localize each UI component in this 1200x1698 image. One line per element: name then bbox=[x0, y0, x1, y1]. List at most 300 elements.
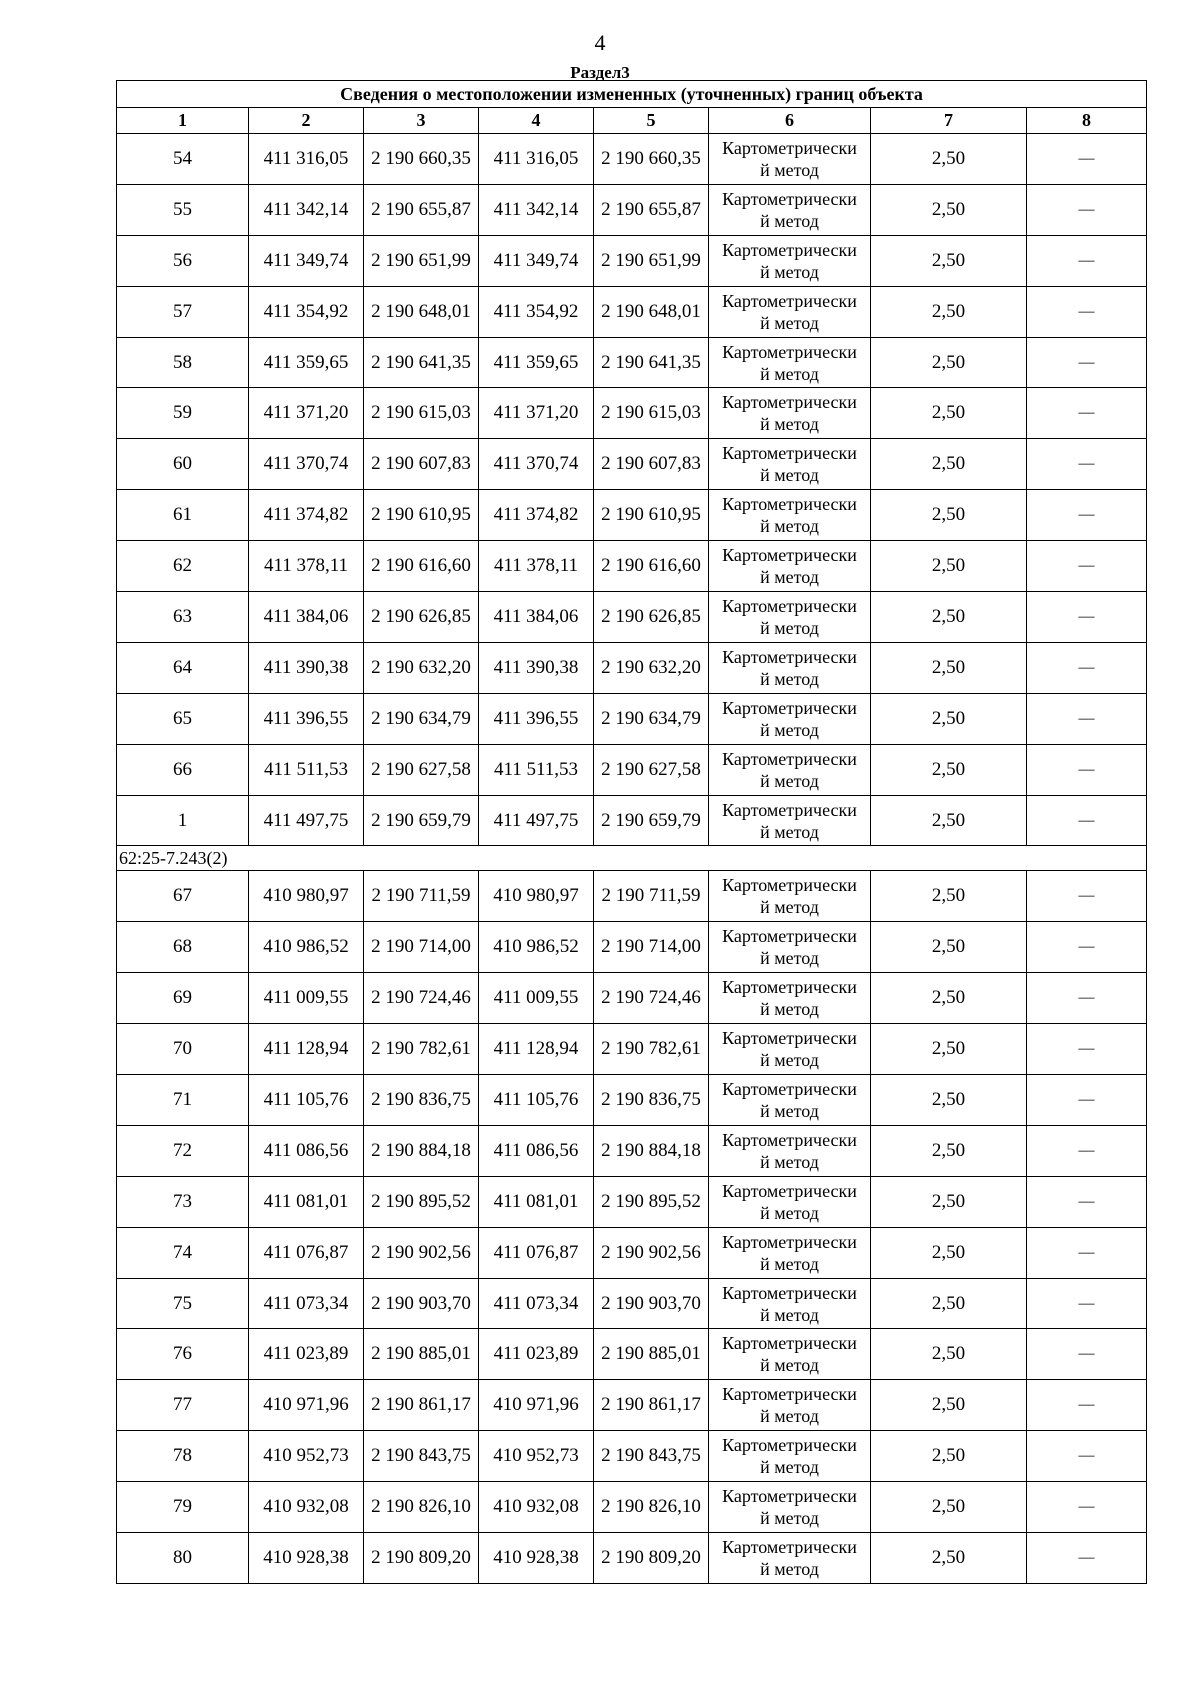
method-line-2: й метод bbox=[760, 719, 819, 740]
method-line-1: Картометрически bbox=[722, 137, 857, 158]
x-new-cell: 411 378,11 bbox=[479, 541, 594, 592]
method-line-2: й метод bbox=[760, 999, 819, 1020]
column-number-2: 2 bbox=[249, 108, 364, 134]
column-number-1: 1 bbox=[117, 108, 249, 134]
y-new-cell: 2 190 836,75 bbox=[594, 1075, 709, 1126]
table-row bbox=[117, 1075, 1147, 1126]
y-existing-cell: 2 190 634,79 bbox=[364, 693, 479, 744]
column-number-8: 8 bbox=[1027, 108, 1147, 134]
method-line-1: Картометрически bbox=[722, 595, 857, 616]
accuracy-cell: 2,50 bbox=[871, 134, 1027, 185]
method-cell bbox=[709, 871, 871, 922]
description-cell: — bbox=[1027, 1533, 1147, 1584]
x-existing-cell: 411 497,75 bbox=[249, 795, 364, 846]
x-existing-cell: 410 980,97 bbox=[249, 871, 364, 922]
x-existing-cell: 411 370,74 bbox=[249, 439, 364, 490]
method-line-1: Картометрически bbox=[722, 1078, 857, 1099]
y-existing-cell: 2 190 627,58 bbox=[364, 744, 479, 795]
y-new-cell: 2 190 651,99 bbox=[594, 235, 709, 286]
method-line-1: Картометрически bbox=[722, 1486, 857, 1507]
table-row bbox=[117, 541, 1147, 592]
method-line-1: Картометрически bbox=[722, 341, 857, 362]
method-line-1: Картометрически bbox=[722, 1028, 857, 1049]
table-row bbox=[117, 871, 1147, 922]
method-line-1: Картометрически bbox=[722, 392, 857, 413]
y-new-cell: 2 190 634,79 bbox=[594, 693, 709, 744]
table-row bbox=[117, 1278, 1147, 1329]
method-line-2: й метод bbox=[760, 159, 819, 180]
method-line-2: й метод bbox=[760, 770, 819, 791]
x-new-cell: 411 342,14 bbox=[479, 184, 594, 235]
method-line-1: Картометрически bbox=[722, 1435, 857, 1456]
method-line-2: й метод bbox=[760, 414, 819, 435]
method-cell bbox=[709, 1227, 871, 1278]
point-number-cell: 71 bbox=[117, 1075, 249, 1126]
x-new-cell: 410 980,97 bbox=[479, 871, 594, 922]
method-line-2: й метод bbox=[760, 1406, 819, 1427]
x-new-cell: 411 396,55 bbox=[479, 693, 594, 744]
method-line-1: Картометрически bbox=[722, 799, 857, 820]
column-number-4: 4 bbox=[479, 108, 594, 134]
description-cell: — bbox=[1027, 439, 1147, 490]
method-line-2: й метод bbox=[760, 821, 819, 842]
x-existing-cell: 411 371,20 bbox=[249, 388, 364, 439]
x-existing-cell: 410 986,52 bbox=[249, 922, 364, 973]
description-cell: — bbox=[1027, 642, 1147, 693]
method-cell bbox=[709, 1431, 871, 1482]
table-row bbox=[117, 1380, 1147, 1431]
description-cell: — bbox=[1027, 1227, 1147, 1278]
method-line-2: й метод bbox=[760, 567, 819, 588]
method-line-2: й метод bbox=[760, 516, 819, 537]
point-number-cell: 63 bbox=[117, 592, 249, 643]
table-row bbox=[117, 744, 1147, 795]
point-number-cell: 56 bbox=[117, 235, 249, 286]
table-row bbox=[117, 1533, 1147, 1584]
x-existing-cell: 411 316,05 bbox=[249, 134, 364, 185]
y-existing-cell: 2 190 724,46 bbox=[364, 973, 479, 1024]
method-line-2: й метод bbox=[760, 1558, 819, 1579]
method-line-1: Картометрически bbox=[722, 1384, 857, 1405]
y-new-cell: 2 190 885,01 bbox=[594, 1329, 709, 1380]
y-new-cell: 2 190 809,20 bbox=[594, 1533, 709, 1584]
accuracy-cell: 2,50 bbox=[871, 1176, 1027, 1227]
y-existing-cell: 2 190 651,99 bbox=[364, 235, 479, 286]
point-number-cell: 67 bbox=[117, 871, 249, 922]
accuracy-cell: 2,50 bbox=[871, 744, 1027, 795]
y-new-cell: 2 190 655,87 bbox=[594, 184, 709, 235]
accuracy-cell: 2,50 bbox=[871, 1533, 1027, 1584]
method-line-2: й метод bbox=[760, 312, 819, 333]
description-cell: — bbox=[1027, 1278, 1147, 1329]
y-new-cell: 2 190 626,85 bbox=[594, 592, 709, 643]
accuracy-cell: 2,50 bbox=[871, 286, 1027, 337]
x-new-cell: 411 511,53 bbox=[479, 744, 594, 795]
point-number-cell: 70 bbox=[117, 1024, 249, 1075]
table-row bbox=[117, 973, 1147, 1024]
method-cell bbox=[709, 439, 871, 490]
method-line-1: Картометрически bbox=[722, 1129, 857, 1150]
x-existing-cell: 410 952,73 bbox=[249, 1431, 364, 1482]
x-new-cell: 411 086,56 bbox=[479, 1125, 594, 1176]
method-line-2: й метод bbox=[760, 1304, 819, 1325]
x-existing-cell: 410 928,38 bbox=[249, 1533, 364, 1584]
group-label-row bbox=[117, 846, 1147, 871]
accuracy-cell: 2,50 bbox=[871, 337, 1027, 388]
point-number-cell: 68 bbox=[117, 922, 249, 973]
description-cell: — bbox=[1027, 1024, 1147, 1075]
point-number-cell: 79 bbox=[117, 1482, 249, 1533]
point-number-cell: 61 bbox=[117, 490, 249, 541]
column-number-row bbox=[117, 108, 1147, 134]
y-new-cell: 2 190 861,17 bbox=[594, 1380, 709, 1431]
accuracy-cell: 2,50 bbox=[871, 235, 1027, 286]
x-new-cell: 411 349,74 bbox=[479, 235, 594, 286]
description-cell: — bbox=[1027, 490, 1147, 541]
x-new-cell: 411 354,92 bbox=[479, 286, 594, 337]
y-existing-cell: 2 190 885,01 bbox=[364, 1329, 479, 1380]
y-new-cell: 2 190 782,61 bbox=[594, 1024, 709, 1075]
y-existing-cell: 2 190 711,59 bbox=[364, 871, 479, 922]
method-cell bbox=[709, 1176, 871, 1227]
method-cell bbox=[709, 795, 871, 846]
point-number-cell: 65 bbox=[117, 693, 249, 744]
method-cell bbox=[709, 388, 871, 439]
description-cell: — bbox=[1027, 1075, 1147, 1126]
accuracy-cell: 2,50 bbox=[871, 922, 1027, 973]
x-new-cell: 411 359,65 bbox=[479, 337, 594, 388]
y-new-cell: 2 190 615,03 bbox=[594, 388, 709, 439]
method-line-1: Картометрически bbox=[722, 1333, 857, 1354]
point-number-cell: 80 bbox=[117, 1533, 249, 1584]
point-number-cell: 62 bbox=[117, 541, 249, 592]
table-row bbox=[117, 337, 1147, 388]
method-line-1: Картометрически bbox=[722, 188, 857, 209]
x-new-cell: 410 952,73 bbox=[479, 1431, 594, 1482]
point-number-cell: 73 bbox=[117, 1176, 249, 1227]
description-cell: — bbox=[1027, 235, 1147, 286]
x-existing-cell: 411 023,89 bbox=[249, 1329, 364, 1380]
y-new-cell: 2 190 632,20 bbox=[594, 642, 709, 693]
point-number-cell: 1 bbox=[117, 795, 249, 846]
table-row bbox=[117, 1024, 1147, 1075]
x-new-cell: 411 371,20 bbox=[479, 388, 594, 439]
description-cell: — bbox=[1027, 134, 1147, 185]
y-new-cell: 2 190 616,60 bbox=[594, 541, 709, 592]
x-existing-cell: 411 374,82 bbox=[249, 490, 364, 541]
method-line-2: й метод bbox=[760, 1100, 819, 1121]
x-existing-cell: 411 511,53 bbox=[249, 744, 364, 795]
method-cell bbox=[709, 1380, 871, 1431]
table-row bbox=[117, 693, 1147, 744]
y-existing-cell: 2 190 843,75 bbox=[364, 1431, 479, 1482]
x-existing-cell: 411 396,55 bbox=[249, 693, 364, 744]
method-cell bbox=[709, 1125, 871, 1176]
accuracy-cell: 2,50 bbox=[871, 871, 1027, 922]
y-new-cell: 2 190 607,83 bbox=[594, 439, 709, 490]
table-row bbox=[117, 922, 1147, 973]
method-line-1: Картометрически bbox=[722, 239, 857, 260]
table-row bbox=[117, 795, 1147, 846]
method-cell bbox=[709, 592, 871, 643]
accuracy-cell: 2,50 bbox=[871, 388, 1027, 439]
method-cell bbox=[709, 922, 871, 973]
x-new-cell: 410 932,08 bbox=[479, 1482, 594, 1533]
table-row bbox=[117, 1125, 1147, 1176]
table-row bbox=[117, 1176, 1147, 1227]
x-existing-cell: 411 076,87 bbox=[249, 1227, 364, 1278]
accuracy-cell: 2,50 bbox=[871, 184, 1027, 235]
x-existing-cell: 411 105,76 bbox=[249, 1075, 364, 1126]
x-new-cell: 411 081,01 bbox=[479, 1176, 594, 1227]
y-new-cell: 2 190 895,52 bbox=[594, 1176, 709, 1227]
point-number-cell: 78 bbox=[117, 1431, 249, 1482]
y-existing-cell: 2 190 610,95 bbox=[364, 490, 479, 541]
accuracy-cell: 2,50 bbox=[871, 1125, 1027, 1176]
accuracy-cell: 2,50 bbox=[871, 1482, 1027, 1533]
x-existing-cell: 411 354,92 bbox=[249, 286, 364, 337]
y-existing-cell: 2 190 902,56 bbox=[364, 1227, 479, 1278]
table-row bbox=[117, 1431, 1147, 1482]
y-existing-cell: 2 190 615,03 bbox=[364, 388, 479, 439]
method-line-2: й метод bbox=[760, 897, 819, 918]
y-new-cell: 2 190 659,79 bbox=[594, 795, 709, 846]
y-existing-cell: 2 190 809,20 bbox=[364, 1533, 479, 1584]
group-label: 62:25-7.243(2) bbox=[117, 846, 1147, 871]
table-row bbox=[117, 286, 1147, 337]
description-cell: — bbox=[1027, 541, 1147, 592]
method-line-1: Картометрически bbox=[722, 748, 857, 769]
y-existing-cell: 2 190 782,61 bbox=[364, 1024, 479, 1075]
x-new-cell: 411 390,38 bbox=[479, 642, 594, 693]
description-cell: — bbox=[1027, 337, 1147, 388]
x-existing-cell: 411 349,74 bbox=[249, 235, 364, 286]
y-new-cell: 2 190 610,95 bbox=[594, 490, 709, 541]
method-line-2: й метод bbox=[760, 1253, 819, 1274]
y-new-cell: 2 190 714,00 bbox=[594, 922, 709, 973]
y-existing-cell: 2 190 641,35 bbox=[364, 337, 479, 388]
method-cell bbox=[709, 744, 871, 795]
method-line-2: й метод bbox=[760, 1355, 819, 1376]
table-row bbox=[117, 235, 1147, 286]
method-line-1: Картометрически bbox=[722, 290, 857, 311]
method-cell bbox=[709, 337, 871, 388]
y-existing-cell: 2 190 884,18 bbox=[364, 1125, 479, 1176]
column-number-6: 6 bbox=[709, 108, 871, 134]
method-line-2: й метод bbox=[760, 668, 819, 689]
y-new-cell: 2 190 826,10 bbox=[594, 1482, 709, 1533]
table-row bbox=[117, 439, 1147, 490]
x-existing-cell: 411 390,38 bbox=[249, 642, 364, 693]
description-cell: — bbox=[1027, 871, 1147, 922]
method-line-2: й метод bbox=[760, 210, 819, 231]
method-line-2: й метод bbox=[760, 1508, 819, 1529]
method-cell bbox=[709, 1278, 871, 1329]
point-number-cell: 59 bbox=[117, 388, 249, 439]
method-cell bbox=[709, 1329, 871, 1380]
accuracy-cell: 2,50 bbox=[871, 592, 1027, 643]
x-new-cell: 411 374,82 bbox=[479, 490, 594, 541]
point-number-cell: 54 bbox=[117, 134, 249, 185]
method-cell bbox=[709, 134, 871, 185]
description-cell: — bbox=[1027, 184, 1147, 235]
table-row bbox=[117, 1227, 1147, 1278]
accuracy-cell: 2,50 bbox=[871, 693, 1027, 744]
method-cell bbox=[709, 1533, 871, 1584]
x-existing-cell: 411 359,65 bbox=[249, 337, 364, 388]
method-cell bbox=[709, 286, 871, 337]
x-new-cell: 411 076,87 bbox=[479, 1227, 594, 1278]
accuracy-cell: 2,50 bbox=[871, 439, 1027, 490]
x-new-cell: 411 384,06 bbox=[479, 592, 594, 643]
x-existing-cell: 411 128,94 bbox=[249, 1024, 364, 1075]
accuracy-cell: 2,50 bbox=[871, 973, 1027, 1024]
x-new-cell: 411 009,55 bbox=[479, 973, 594, 1024]
method-line-2: й метод bbox=[760, 1050, 819, 1071]
point-number-cell: 58 bbox=[117, 337, 249, 388]
method-line-2: й метод bbox=[760, 1151, 819, 1172]
method-line-2: й метод bbox=[760, 1202, 819, 1223]
table-row bbox=[117, 592, 1147, 643]
description-cell: — bbox=[1027, 1482, 1147, 1533]
x-new-cell: 410 928,38 bbox=[479, 1533, 594, 1584]
table-row bbox=[117, 642, 1147, 693]
method-line-1: Картометрически bbox=[722, 875, 857, 896]
description-cell: — bbox=[1027, 1176, 1147, 1227]
y-existing-cell: 2 190 861,17 bbox=[364, 1380, 479, 1431]
description-cell: — bbox=[1027, 286, 1147, 337]
y-new-cell: 2 190 724,46 bbox=[594, 973, 709, 1024]
method-line-2: й метод bbox=[760, 261, 819, 282]
table-row bbox=[117, 134, 1147, 185]
y-existing-cell: 2 190 648,01 bbox=[364, 286, 479, 337]
point-number-cell: 64 bbox=[117, 642, 249, 693]
method-line-1: Картометрически bbox=[722, 977, 857, 998]
y-new-cell: 2 190 648,01 bbox=[594, 286, 709, 337]
y-existing-cell: 2 190 659,79 bbox=[364, 795, 479, 846]
y-existing-cell: 2 190 895,52 bbox=[364, 1176, 479, 1227]
point-number-cell: 55 bbox=[117, 184, 249, 235]
point-number-cell: 72 bbox=[117, 1125, 249, 1176]
point-number-cell: 60 bbox=[117, 439, 249, 490]
y-existing-cell: 2 190 903,70 bbox=[364, 1278, 479, 1329]
x-new-cell: 411 316,05 bbox=[479, 134, 594, 185]
method-line-2: й метод bbox=[760, 948, 819, 969]
y-existing-cell: 2 190 836,75 bbox=[364, 1075, 479, 1126]
method-cell bbox=[709, 642, 871, 693]
point-number-cell: 66 bbox=[117, 744, 249, 795]
method-line-1: Картометрически bbox=[722, 545, 857, 566]
x-new-cell: 411 370,74 bbox=[479, 439, 594, 490]
y-new-cell: 2 190 711,59 bbox=[594, 871, 709, 922]
method-line-1: Картометрически bbox=[722, 646, 857, 667]
description-cell: — bbox=[1027, 1125, 1147, 1176]
y-existing-cell: 2 190 632,20 bbox=[364, 642, 479, 693]
description-cell: — bbox=[1027, 795, 1147, 846]
y-existing-cell: 2 190 826,10 bbox=[364, 1482, 479, 1533]
y-existing-cell: 2 190 607,83 bbox=[364, 439, 479, 490]
accuracy-cell: 2,50 bbox=[871, 1380, 1027, 1431]
x-new-cell: 411 073,34 bbox=[479, 1278, 594, 1329]
method-cell bbox=[709, 693, 871, 744]
point-number-cell: 57 bbox=[117, 286, 249, 337]
column-number-3: 3 bbox=[364, 108, 479, 134]
x-new-cell: 410 986,52 bbox=[479, 922, 594, 973]
y-new-cell: 2 190 627,58 bbox=[594, 744, 709, 795]
method-line-1: Картометрически bbox=[722, 443, 857, 464]
table-row bbox=[117, 1329, 1147, 1380]
method-line-1: Картометрически bbox=[722, 1180, 857, 1201]
x-existing-cell: 411 384,06 bbox=[249, 592, 364, 643]
description-cell: — bbox=[1027, 922, 1147, 973]
x-existing-cell: 410 971,96 bbox=[249, 1380, 364, 1431]
method-line-1: Картометрически bbox=[722, 1282, 857, 1303]
y-existing-cell: 2 190 626,85 bbox=[364, 592, 479, 643]
y-new-cell: 2 190 660,35 bbox=[594, 134, 709, 185]
accuracy-cell: 2,50 bbox=[871, 1024, 1027, 1075]
method-line-2: й метод bbox=[760, 465, 819, 486]
method-line-2: й метод bbox=[760, 363, 819, 384]
description-cell: — bbox=[1027, 1329, 1147, 1380]
method-cell bbox=[709, 1024, 871, 1075]
method-line-2: й метод bbox=[760, 617, 819, 638]
coordinates-table bbox=[116, 80, 1147, 1584]
point-number-cell: 75 bbox=[117, 1278, 249, 1329]
x-existing-cell: 411 081,01 bbox=[249, 1176, 364, 1227]
method-cell bbox=[709, 490, 871, 541]
accuracy-cell: 2,50 bbox=[871, 1278, 1027, 1329]
accuracy-cell: 2,50 bbox=[871, 490, 1027, 541]
method-cell bbox=[709, 235, 871, 286]
table-row bbox=[117, 184, 1147, 235]
table-row bbox=[117, 490, 1147, 541]
x-new-cell: 411 023,89 bbox=[479, 1329, 594, 1380]
section-title: Раздел3 bbox=[570, 63, 630, 82]
table-caption: Сведения о местоположении измененных (уточненных) границ объекта bbox=[117, 81, 1147, 108]
x-new-cell: 410 971,96 bbox=[479, 1380, 594, 1431]
x-new-cell: 411 128,94 bbox=[479, 1024, 594, 1075]
description-cell: — bbox=[1027, 693, 1147, 744]
x-existing-cell: 411 086,56 bbox=[249, 1125, 364, 1176]
method-cell bbox=[709, 1075, 871, 1126]
x-existing-cell: 411 378,11 bbox=[249, 541, 364, 592]
x-existing-cell: 411 009,55 bbox=[249, 973, 364, 1024]
y-existing-cell: 2 190 714,00 bbox=[364, 922, 479, 973]
accuracy-cell: 2,50 bbox=[871, 642, 1027, 693]
description-cell: — bbox=[1027, 1431, 1147, 1482]
method-cell bbox=[709, 973, 871, 1024]
method-line-1: Картометрически bbox=[722, 1231, 857, 1252]
table-body bbox=[117, 134, 1147, 1584]
y-existing-cell: 2 190 616,60 bbox=[364, 541, 479, 592]
method-cell bbox=[709, 184, 871, 235]
method-line-2: й метод bbox=[760, 1457, 819, 1478]
method-line-1: Картометрически bbox=[722, 494, 857, 515]
y-new-cell: 2 190 884,18 bbox=[594, 1125, 709, 1176]
description-cell: — bbox=[1027, 592, 1147, 643]
x-new-cell: 411 105,76 bbox=[479, 1075, 594, 1126]
y-new-cell: 2 190 902,56 bbox=[594, 1227, 709, 1278]
accuracy-cell: 2,50 bbox=[871, 1431, 1027, 1482]
method-line-1: Картометрически bbox=[722, 926, 857, 947]
method-line-1: Картометрически bbox=[722, 1536, 857, 1557]
accuracy-cell: 2,50 bbox=[871, 1075, 1027, 1126]
accuracy-cell: 2,50 bbox=[871, 1227, 1027, 1278]
accuracy-cell: 2,50 bbox=[871, 795, 1027, 846]
column-number-7: 7 bbox=[871, 108, 1027, 134]
y-new-cell: 2 190 903,70 bbox=[594, 1278, 709, 1329]
x-existing-cell: 411 342,14 bbox=[249, 184, 364, 235]
